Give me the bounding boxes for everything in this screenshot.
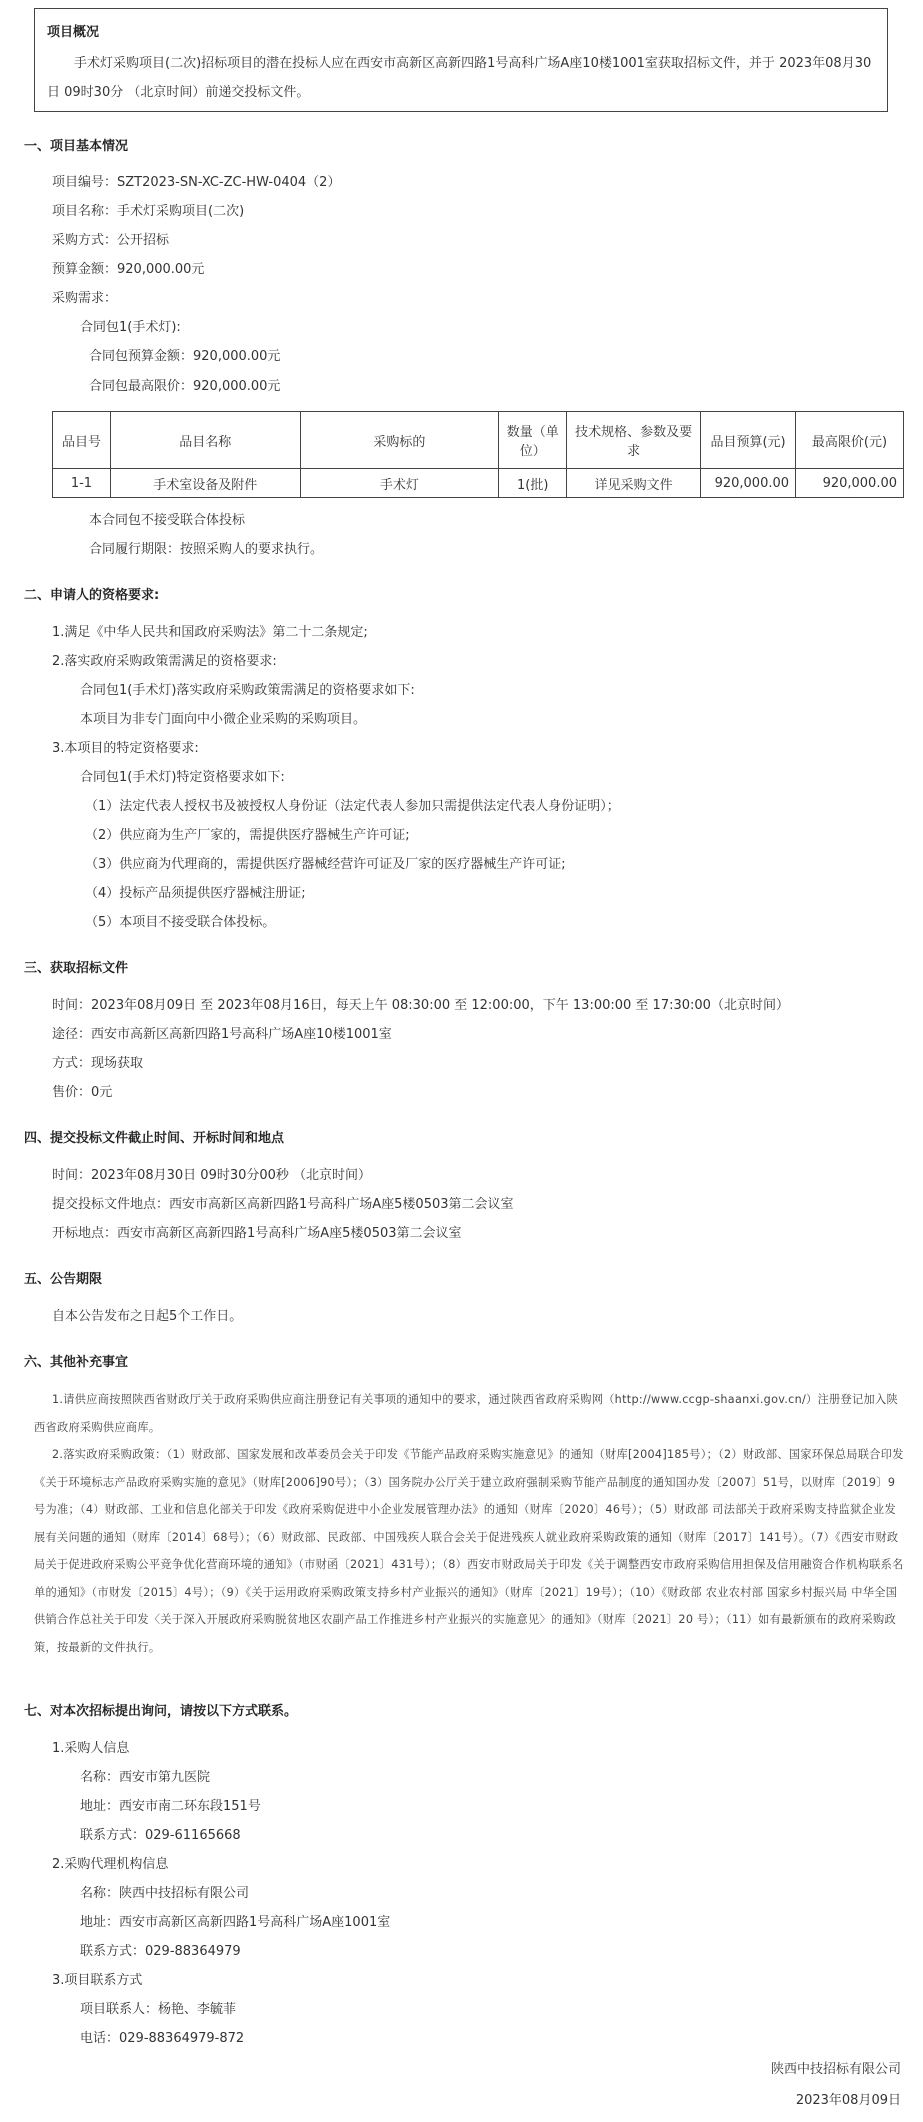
requirement-1: 1.满足《中华人民共和国政府采购法》第二十二条规定; [52, 625, 368, 640]
buyer-phone: 联系方式：029-61165668 [80, 1828, 241, 1843]
contract-period: 合同履行期限：按照采购人的要求执行。 [89, 542, 324, 557]
project-name: 项目名称：手术灯采购项目(二次) [52, 204, 245, 219]
list-item: （1）法定代表人授权书及被授权人身份证（法定代表人参加只需提供法定代表人身份证明）； [85, 799, 620, 814]
list-item: （3）供应商为代理商的，需提供医疗器械经营许可证及厂家的医疗器械生产许可证; [85, 857, 566, 872]
agent-phone: 联系方式：029-88364979 [80, 1944, 241, 1959]
agent-address: 地址：西安市高新区高新四路1号高科广场A座1001室 [80, 1915, 391, 1930]
requirement-2a: 合同包1(手术灯)落实政府采购政策需满足的资格要求如下: [80, 683, 415, 698]
footer-date: 2023年08月09日 [795, 2093, 901, 2108]
section-2-heading: 二、申请人的资格要求: [24, 588, 160, 603]
opening-place: 开标地点：西安市高新区高新四路1号高科广场A座5楼0503第二会议室 [52, 1226, 462, 1241]
cell-item-name: 手术室设备及附件 [110, 469, 300, 498]
supplement-note-2: 2.落实政府采购政策：（1）财政部、国家发展和改革委员会关于印发《节能产品政府采购实施意见》的通知（财库[2004]185号）；（2）财政部、国家环保总局联合印发《关于环境标志产品政府采购实施的意见》（财库[2006]90号）；（3）国务院办公厅关于建立政府强制采购节能产品制度的通知国办发〔2007〕51号，以财库〔2019〕9号为准；（4）财政部、工业和信息化部关于印发《政府采购促进中小企业发展管理办法》的通知（财库〔2020〕46号）；（5）财政部 司法部关于政府采购支持监狱企业发展有关问题的通知（财库〔2014〕68号）；（6）财政部、民政部、中国残疾人联合会关于促进残疾人就业政府采购政策的通知（财库〔2017〕141号）。（7）《西安市财政局关于促进政府采购公平竞争优化营商环境的通知》（市财函〔2021〕431号）；（8）西安市财政局关于印发《关于调整西安市政府采购信用担保及信用融资合作机构联系名单的通知》（市财发〔2015〕4号）；（9）《关于运用政府采购政策支持乡村产业振兴的通知》（财库〔2021〕19号）；（10）《财政部 农业农村部 国家乡村振兴局 中华全国供销合作总社关于印发〈关于深入开展政府采购脱贫地区农副产品工作推进乡村产业振兴的实施意见〉的通知》（财库〔2021〕20 号）；（11）如有最新颁布的政府采购政策，按最新的文件执行。 [34, 1448, 904, 1654]
acquire-price: 售价：0元 [52, 1085, 113, 1100]
header-max-price: 最高限价(元) [796, 412, 904, 469]
cell-max-price: 920,000.00 [796, 469, 904, 498]
supplement-note-1: 1.请供应商按照陕西省财政厅关于政府采购供应商注册登记有关事项的通知中的要求，通过陕西省政府采购网（http://www.ccgp-shaanxi.gov.cn/）注册登记加入陕西省政府采购供应商库。 [34, 1393, 898, 1434]
overview-box [34, 8, 888, 112]
section-3-heading: 三、获取招标文件 [24, 961, 129, 976]
budget-amount: 预算金额：920,000.00元 [52, 262, 205, 277]
table-header-row [53, 412, 904, 469]
header-budget: 品目预算(元) [701, 412, 796, 469]
cell-target: 手术灯 [300, 469, 499, 498]
acquire-time: 时间：2023年08月09日 至 2023年08月16日，每天上午 08:30:00 至 12:00:00，下午 13:00:00 至 17:30:00（北京时间） [52, 998, 789, 1013]
section-6-heading: 六、其他补充事宜 [24, 1355, 129, 1370]
buyer-info-title: 1.采购人信息 [52, 1741, 130, 1756]
overview-title: 项目概况 [47, 25, 100, 40]
agent-name: 名称：陕西中技招标有限公司 [80, 1886, 250, 1901]
table-row [53, 469, 904, 498]
package-budget: 合同包预算金额：920,000.00元 [89, 349, 281, 364]
contact-title: 3.项目联系方式 [52, 1973, 143, 1988]
package-title: 合同包1(手术灯): [80, 320, 181, 335]
submit-place: 提交投标文件地点：西安市高新区高新四路1号高科广场A座5楼0503第二会议室 [52, 1197, 514, 1212]
procurement-method: 采购方式：公开招标 [52, 233, 170, 248]
agent-info-title: 2.采购代理机构信息 [52, 1857, 169, 1872]
notice-period: 自本公告发布之日起5个工作日。 [52, 1309, 243, 1324]
header-item-name: 品目名称 [110, 412, 300, 469]
procurement-demand: 采购需求： [52, 291, 118, 306]
no-consortium-note: 本合同包不接受联合体投标 [89, 513, 246, 528]
contact-phone: 电话：029-88364979-872 [80, 2031, 245, 2046]
section-7-heading: 七、对本次招标提出询问，请按以下方式联系。 [24, 1704, 298, 1719]
buyer-name: 名称：西安市第九医院 [80, 1770, 211, 1785]
requirement-3a: 合同包1(手术灯)特定资格要求如下: [80, 770, 285, 785]
contact-person: 项目联系人：杨艳、李毓菲 [80, 2002, 237, 2017]
requirement-3: 3.本项目的特定资格要求: [52, 741, 199, 756]
overview-text: 手术灯采购项目(二次)招标项目的潜在投标人应在西安市高新区高新四路1号高科广场A座10楼1001室获取招标文件，并于 2023年08月30日 09时30分 （北京时间）前递交投标文件。 [47, 56, 872, 100]
section-1-heading: 一、项目基本情况 [24, 139, 129, 154]
acquire-place: 途径：西安市高新区高新四路1号高科广场A座10楼1001室 [52, 1027, 392, 1042]
header-spec: 技术规格、参数及要求 [567, 412, 701, 469]
requirement-2: 2.落实政府采购政策需满足的资格要求: [52, 654, 277, 669]
package-max-price: 合同包最高限价：920,000.00元 [89, 379, 281, 394]
footer-company: 陕西中技招标有限公司 [770, 2062, 901, 2077]
list-item: （4）投标产品须提供医疗器械注册证; [85, 886, 306, 901]
acquire-way: 方式：现场获取 [52, 1056, 144, 1071]
list-item: （2）供应商为生产厂家的，需提供医疗器械生产许可证; [85, 828, 410, 843]
section-5-heading: 五、公告期限 [24, 1272, 103, 1287]
header-item-no: 品目号 [53, 412, 111, 469]
list-item: （5）本项目不接受联合体投标。 [85, 915, 276, 930]
requirement-2b: 本项目为非专门面向中小微企业采购的采购项目。 [80, 712, 367, 727]
cell-budget: 920,000.00 [701, 469, 796, 498]
buyer-address: 地址：西安市南二环东段151号 [80, 1799, 261, 1814]
header-target: 采购标的 [300, 412, 499, 469]
cell-quantity: 1(批) [499, 469, 567, 498]
section-4-heading: 四、提交投标文件截止时间、开标时间和地点 [24, 1131, 285, 1146]
cell-item-no: 1-1 [53, 469, 111, 498]
header-quantity: 数量（单位） [499, 412, 567, 469]
package-table [52, 411, 904, 498]
deadline-time: 时间：2023年08月30日 09时30分00秒 （北京时间） [52, 1168, 372, 1183]
project-number: 项目编号：SZT2023-SN-XC-ZC-HW-0404（2） [52, 175, 341, 190]
cell-spec: 详见采购文件 [567, 469, 701, 498]
